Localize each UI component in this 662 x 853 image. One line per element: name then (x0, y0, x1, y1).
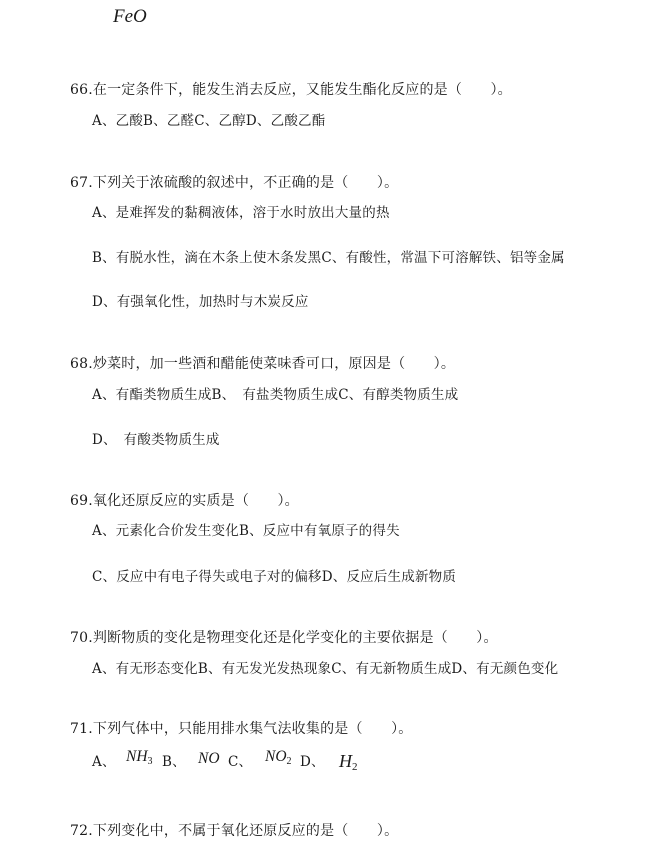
question-67-option-d: D、有强氧化性，加热时与木炭反应 (92, 294, 309, 310)
question-66: 66.在一定条件下，能发生消去反应，又能发生酯化反应的是（ ）。 (70, 82, 512, 98)
question-71-label-a: A、 (92, 754, 116, 770)
question-69-option-cd: C、反应中有电子得失或电子对的偏移D、反应后生成新物质 (92, 569, 457, 585)
question-71: 71.下列气体中，只能用排水集气法收集的是（ ）。 (70, 721, 413, 737)
question-67: 67.下列关于浓硫酸的叙述中，不正确的是（ ）。 (70, 175, 399, 191)
question-72: 72.下列变化中，不属于氧化还原反应的是（ ）。 (70, 823, 399, 839)
question-70: 70.判断物质的变化是物理变化还是化学变化的主要依据是（ ）。 (70, 630, 498, 646)
question-69-option-ab: A、元素化合价发生变化B、反应中有氧原子的得失 (92, 523, 400, 539)
question-71-label-b: B、 (162, 754, 186, 770)
formula-h2: $H_2$ (339, 751, 358, 773)
formula-nh3: $NH_3$ (126, 748, 153, 767)
question-67-option-a: A、是难挥发的黏稠液体，溶于水时放出大量的热 (92, 205, 390, 221)
question-71-label-c: C、 (228, 754, 253, 770)
question-68-option-d: D、 有酸类物质生成 (92, 432, 220, 448)
question-69: 69.氧化还原反应的实质是（ ）。 (70, 493, 299, 509)
question-66-options: A、乙酸B、乙醛C、乙醇D、乙酸乙酯 (92, 113, 326, 129)
formula-no: NO (198, 750, 220, 767)
formula-no2: $NO_2$ (265, 748, 292, 767)
question-70-options: A、有无形态变化B、有无发光发热现象C、有无新物质生成D、有无颜色变化 (92, 661, 559, 677)
header-formula: FeO (113, 6, 147, 27)
question-71-label-d: D、 (300, 754, 325, 770)
question-68: 68.炒菜时，加一些酒和醋能使菜味香可口，原因是（ ）。 (70, 356, 456, 372)
question-68-option-abc: A、有酯类物质生成B、 有盐类物质生成C、有醇类物质生成 (92, 387, 459, 403)
question-67-option-bc: B、有脱水性，滴在木条上使木条发黑C、有酸性，常温下可溶解铁、铝等金属 (92, 250, 565, 266)
